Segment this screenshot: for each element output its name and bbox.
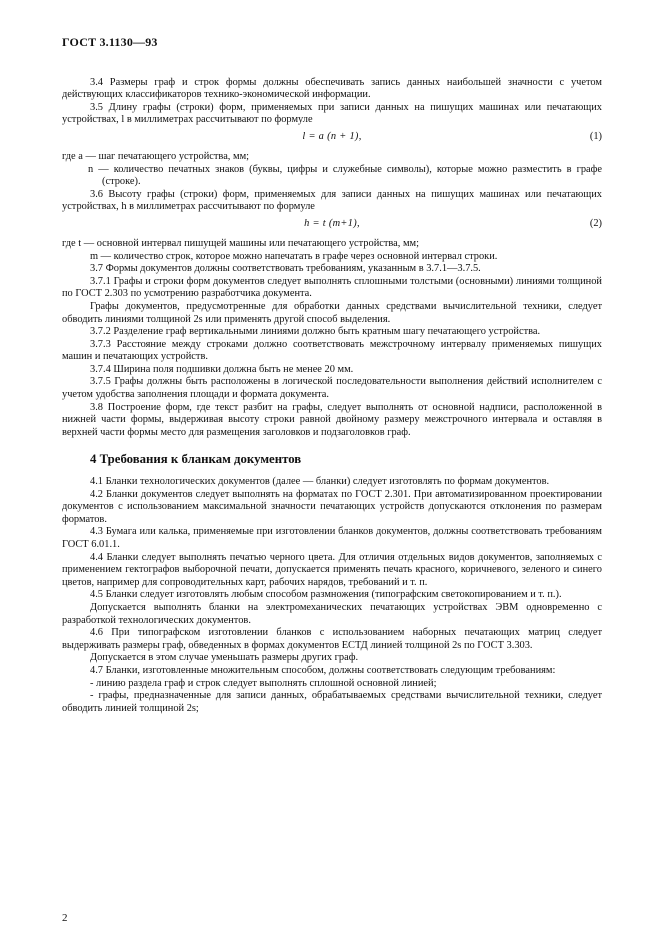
paragraph-4-1: 4.1 Бланки технологических документов (далее — бланки) следует изготовлять по формам документов.	[90, 476, 550, 488]
where-t: где t — основной интервал пишущей машины или печатающего устройства, мм;	[62, 237, 420, 249]
formula-2-number: (2)	[589, 217, 602, 229]
paragraph-4-7: 4.7 Бланки, изготовленные множительным способом, должны соответствовать следующим требованиям:	[90, 664, 556, 676]
where-n: n — количество печатных знаков (буквы, цифры и служебные символы), которые можно разместить в графе (строке).	[88, 163, 602, 188]
paragraph-4-4: 4.4 Бланки следует выполнять печатью черного цвета. Для отличия отдельных видов документов, заполняемых с применением гектографов выборочной печати, допускается применять печать красного, коричневого, зеленого и синего цветов, например для сопроводительных карт, рабочих нарядов, требований и т. п.	[62, 551, 602, 588]
paragraph-4-2: 4.2 Бланки документов следует выполнять на форматах по ГОСТ 2.301. При автоматизированном проектировании документов с использованием максимальной значности печатающих устройств допускаются отклонения по размерам форматов.	[62, 488, 602, 525]
paragraph-4-5: 4.5 Бланки следует изготовлять любым способом размножения (типографским светокопированием и т. п.).	[90, 589, 562, 601]
paragraph-3-7: 3.7 Формы документов должны соответствовать требованиям, указанным в 3.7.1—3.7.5.	[90, 263, 481, 275]
dash-item: - линию раздела граф и строк следует выполнять сплошной основной линией;	[90, 677, 437, 689]
dash-item: - графы, предназначенные для записи данных, обрабатываемых средствами вычислительной техники, следует обводить линией толщиной 2s;	[62, 690, 602, 714]
paragraph-3-7-5: 3.7.5 Графы должны быть расположены в логической последовательности выполнения действий исполнителем с учетом удобства заполнения площади и формата документа.	[62, 376, 602, 401]
document-page	[62, 36, 602, 715]
paragraph-3-7-2: 3.7.2 Разделение граф вертикальными линиями должно быть кратным шагу печатающего устройства.	[90, 326, 541, 338]
paragraph-4-6-cont: Допускается в этом случае уменьшать размеры других граф.	[90, 652, 359, 664]
paragraph-4-5-cont: Допускается выполнять бланки на электромеханических печатающих устройствах ЭВМ одновременно с разработкой технологических документов.	[62, 601, 602, 626]
document-header: ГОСТ 3.1130—93	[62, 35, 158, 49]
formula-2-expression: h = t (m+1),	[304, 217, 360, 229]
paragraph-4-3: 4.3 Бумага или калька, применяемые при изготовлении бланков документов, должны соответствовать требованиям ГОСТ 6.01.1.	[62, 526, 602, 550]
formula-1-expression: l = a (n + 1),	[302, 130, 362, 142]
paragraph-4-6: 4.6 При типографском изготовлении бланков с использованием наборных печатающих матриц следует выдерживать размеры граф, обведенных в формах документов ЕСТД линией толщиной 2s по ГОСТ 3.303.	[62, 627, 602, 651]
paragraph-3-4: 3.4 Размеры граф и строк формы должны обеспечивать запись данных наибольшей значности с учетом действующих классификаторов технико-экономической информации.	[62, 76, 602, 101]
page-number: 2	[62, 912, 68, 924]
paragraph-3-5: 3.5 Длину графы (строки) форм, применяемых при записи данных на пишущих машинах или печатающих устройствах, l в миллиметрах рассчитывают по формуле	[62, 101, 602, 126]
paragraph-3-7-3: 3.7.3 Расстояние между строками должно соответствовать межстрочному интервалу применяемых пишущих машин и печатающих устройств.	[62, 338, 602, 363]
formula-1-number: (1)	[589, 130, 602, 142]
paragraph-3-7-1-cont: Графы документов, предусмотренные для обработки данных средствами вычислительной техники, следует обводить линиями толщиной 2s или применять другой способ выделения.	[62, 300, 602, 325]
paragraph-3-7-1: 3.7.1 Графы и строки форм документов следует выполнять сплошными толстыми (основными) линиями толщиной по ГОСТ 2.303 по усмотрению разработчика документа.	[62, 275, 602, 300]
formula-2	[62, 218, 602, 234]
paragraph-3-7-4: 3.7.4 Ширина поля подшивки должна быть не менее 20 мм.	[90, 363, 354, 375]
where-a: где a — шаг печатающего устройства, мм;	[62, 150, 250, 162]
paragraph-3-6: 3.6 Высоту графы (строки) форм, применяемых для записи данных на пишущих машинах или печатающих устройствах, h в миллиметрах рассчитывают по формуле	[62, 188, 602, 213]
where-m: m — количество строк, которое можно напечатать в графе через основной интервал строки.	[90, 250, 498, 262]
formula-1	[62, 131, 602, 147]
section-4-heading: 4 Требования к бланкам документов	[90, 452, 302, 467]
paragraph-3-8: 3.8 Построение форм, где текст разбит на графы, следует выполнять от основной надписи, расположенной в нижней части формы, выдерживая высоту строки равной двойному размеру межстрочного интервала и оставляя в верхней части формы место для размещения заголовков и подзаголовков граф.	[62, 401, 602, 438]
